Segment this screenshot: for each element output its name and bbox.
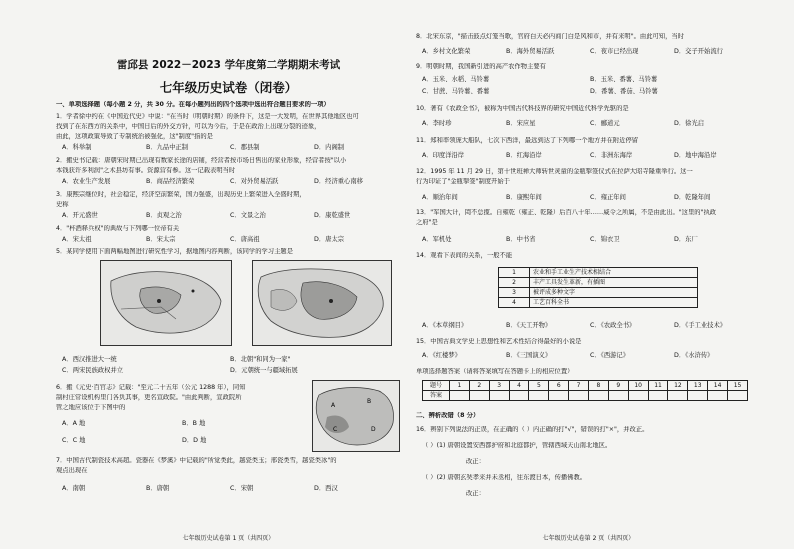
q2-options [62,178,397,186]
q7-option-a[interactable]: A．南朝 [62,485,86,492]
q15-option-b[interactable]: B．《三国演义》 [506,352,552,359]
q11-option-c[interactable]: C．非洲东海岸 [590,152,633,159]
answer-label-answer: 答案 [423,391,450,401]
q10-option-a[interactable]: A．李时珍 [422,120,452,127]
q5-map-left-graphic [101,261,231,345]
q4-option-a[interactable]: A．宋太祖 [62,236,92,243]
answer-cell-9[interactable] [608,391,628,401]
section-2-heading: 二、辨析改错（8 分） [416,412,480,419]
q10-option-d[interactable]: D．徐光启 [674,120,705,127]
answer-num-cell: 3 [489,381,509,391]
answer-instructions: 单项选择题答案（请将答案填写在答题卡上的相应位置） [416,368,574,375]
answer-num-cell: 1 [450,381,470,391]
q13-option-d[interactable]: D．东厂 [674,236,698,243]
q15-option-a[interactable]: A．《红楼梦》 [422,352,461,359]
q14-row [499,268,698,278]
q5-option-c[interactable]: C．两宋民族政权并立 [62,367,124,374]
svg-text:D: D [371,426,376,433]
q14-option-b[interactable]: B．《天工开物》 [506,322,552,329]
q16-statement-2: （ ）(2) 唐朝玄奘孝来并未丞相，往东渡日本，传播佛教。 [422,474,587,481]
q7-option-b[interactable]: B．唐朝 [146,485,170,492]
q1-line-1: 1．学者徐中约在《中国近代史》中说："在当时（明朝时期）的条件下，这是一大发明，在世界其他地区也可 [56,113,359,120]
exam-title: 雷邱县 2022－2023 学年度第二学期期末考试 [116,59,341,71]
answer-cell-11[interactable] [648,391,668,401]
q7-line-1: 7．中国古代制瓷技术高超。瓷器在《梦溪》中记载的"所觉类此，越瓷类玉；邢瓷类雪，越瓷类冰"的 [56,457,337,464]
q10-line: 10．著有《农政全书》，被称为中国古代科技界的研究中国近代科学先驱的是 [416,105,629,112]
q9-options-row-2 [422,88,757,96]
q12-option-c[interactable]: C．雍正年间 [590,194,626,201]
exam-subtitle: 七年级历史试卷（闭卷） [159,80,298,95]
q13-line-1: 13．"军国大计，罔不总揽。自雍乾（雍正、乾隆）后百八十年……威令之所属，不是由此出。"这里的"执政 [416,209,717,216]
page-2-footer: 七年级历史试卷第 2 页（共四页） [542,535,635,542]
svg-text:B: B [367,398,372,405]
answer-label-number: 题号 [423,381,450,391]
page-2 [416,0,761,549]
answer-num-cell: 14 [708,381,728,391]
q12-line-2: 行为印证了"金瓶掣签"制度开始于 [416,178,510,185]
q12-option-a[interactable]: A．顺治年间 [422,194,458,201]
q9-option-a[interactable]: A．玉米、水稻、马铃薯 [422,76,490,83]
answer-grid [422,380,748,401]
q10-option-b[interactable]: B．宋应星 [506,120,536,127]
q14-row [499,278,698,288]
q8-option-d[interactable]: D．交子开始流行 [674,48,723,55]
q14-line: 14．观看下表间的关系，一般不能 [416,252,513,259]
q15-option-c[interactable]: C．《西游记》 [590,352,630,359]
q7-line-2: 观点出现在 [56,467,88,474]
q12-option-b[interactable]: B．康熙年间 [506,194,542,201]
q3-line-1: 3．康熙宗继位时，社会稳定，经济空前繁荣，国力强盛，出现历史上繁荣进入全盛时期， [56,191,306,198]
q10-options [422,120,757,128]
q14-option-a[interactable]: A．《本草纲目》 [422,322,468,329]
answer-num-cell: 15 [728,381,748,391]
answer-number-row [423,381,748,391]
q3-option-a[interactable]: A．开元盛世 [62,212,98,219]
answer-cell-8[interactable] [589,391,609,401]
q7-option-c[interactable]: C．宋朝 [230,485,254,492]
q6-option-c[interactable]: C．C 地 [62,437,86,444]
q9-option-c[interactable]: C．甘蔗、马铃薯、番薯 [422,88,490,95]
q4-option-b[interactable]: B．宋太宗 [146,236,176,243]
q5-option-a[interactable]: A．西汉推进大一统 [62,356,117,363]
q13-option-b[interactable]: B．中书省 [506,236,536,243]
q2-line-2: 本钱获许多利润"之术县坊有事。资源营有参。这一记载表明当时 [56,167,236,174]
answer-num-cell: 11 [648,381,668,391]
answer-cell-2[interactable] [469,391,489,401]
q5-map-right [252,260,392,346]
answer-cell-4[interactable] [509,391,529,401]
q4-option-c[interactable]: C．唐高祖 [230,236,260,243]
q12-options [422,194,757,202]
q5-map-left [100,260,232,346]
q14-row-num: 4 [499,298,530,308]
q3-options [62,212,397,220]
q2-option-c[interactable]: C．对外贸易活跃 [230,178,279,185]
q6-line-3: 管之地应该位于下图中的 [56,404,126,411]
answer-num-cell: 13 [688,381,708,391]
q16-fix-label-1: 改正： [466,458,485,465]
q6-map [312,380,400,452]
q16-fix-label-2: 改正： [466,490,485,497]
q12-line-1: 12．1995 年 11 月 29 日，第十世班禅大师转世灵童的金瓶掣签仪式在拉萨大昭寺隆重举行。这一 [416,168,693,175]
q15-options [422,352,757,360]
q1-option-b[interactable]: B．九品中正制 [146,144,189,151]
answer-cell-10[interactable] [628,391,648,401]
q1-line-2: 找到了在东西方的关系中，中国日后的外交方针，可以为今后，于是在政治上出现分裂的迹象， [56,123,321,130]
svg-text:A: A [331,402,336,409]
q4-options [62,236,397,244]
q11-option-d[interactable]: D．地中海沿岸 [674,152,717,159]
q1-options [62,144,397,152]
q8-options [422,48,757,56]
section-1-heading: 一、单项选择题（每小题 2 分，共 30 分。在每小题列出的四个选项中选出符合题目要求的一项） [56,101,330,108]
q2-line-1: 2．搬史书记载：唐朝宋时期已出现有数家长途的店铺，经营者按市场日售出的家业形象，经营者按"以小 [56,157,347,164]
q5-options-row-2 [62,367,397,375]
q3-option-d[interactable]: D．康乾盛世 [314,212,351,219]
q9-option-b[interactable]: B．玉米、番薯、马铃薯 [590,76,658,83]
q13-line-2: 之府"是 [416,219,438,226]
q5-option-b[interactable]: B．北朝"和同为一家" [230,356,291,363]
q6-options-row-1 [62,420,302,428]
q7-options [62,485,397,493]
answer-cell-1[interactable] [450,391,470,401]
q9-option-d[interactable]: D．番薯、番茄、马铃薯 [590,88,658,95]
q14-options [422,322,757,330]
q14-row-num: 2 [499,278,530,288]
q3-option-b[interactable]: B．贞观之治 [146,212,182,219]
q16-statement-1: （ ）(1) 唐朝设置安西都护府和北庭都护，管辖西域天山南北地区。 [422,442,612,449]
answer-num-cell: 12 [668,381,688,391]
q13-option-c[interactable]: C．锦衣卫 [590,236,620,243]
answer-cell-12[interactable] [668,391,688,401]
answer-cell-14[interactable] [708,391,728,401]
q11-option-b[interactable]: B．红海沿岸 [506,152,542,159]
q6-map-graphic [313,381,399,451]
q13-options [422,236,757,244]
q11-line: 11．郑和率领庞大船队，七次下西洋，最远到达了下列哪一个地方并在附近停留 [416,137,639,144]
answer-cell-7[interactable] [569,391,589,401]
answer-cell-6[interactable] [549,391,569,401]
q16-line: 16．辨别下列说法的正误，在正确的（ ）内正确的打"√"，错误的打"×"，并改正。 [416,426,649,433]
svg-text:C: C [333,426,338,433]
q6-line-2: 制村庄常设机构里门各负其事，更名宣政院。"由此判断，宣政院所 [56,394,242,401]
q2-option-a[interactable]: A．农业生产发展 [62,178,111,185]
q6-line-1: 6．搬《元史·百官志》记载："至元二十五年（公元 1288 年），同知 [56,384,246,391]
q3-option-c[interactable]: C．文景之治 [230,212,266,219]
q1-option-c[interactable]: C．郡县制 [230,144,260,151]
q14-option-c[interactable]: C．《农政全书》 [590,322,636,329]
answer-num-cell: 7 [569,381,589,391]
q9-line: 9．明朝时期，我国新引进的高产农作物主要有 [416,63,546,70]
q8-option-b[interactable]: B．海外贸易活跃 [506,48,555,55]
q5-line: 5．某同学使用下面两幅地图进行研究性学习，据地图内容判断，该同学的学习主题是 [56,248,293,255]
q5-map-right-graphic [253,261,391,345]
q12-option-d[interactable]: D．乾隆年间 [674,194,711,201]
q15-line: 15．中国古典文学史上思想性和艺术性结合得最好的小说是 [416,338,582,345]
q7-option-d[interactable]: D．西汉 [314,485,338,492]
q14-clue-table [498,267,698,308]
q10-option-c[interactable]: C．郦道元 [590,120,620,127]
q8-option-a[interactable]: A．乡村文化繁荣 [422,48,471,55]
q4-line: 4．"杯酒释兵权"的典故与下列哪一位帝有关 [56,225,180,232]
q11-options [422,152,757,160]
q15-option-d[interactable]: D．《水浒传》 [674,352,714,359]
page-1 [56,0,401,549]
answer-num-cell: 8 [589,381,609,391]
q6-option-b[interactable]: B．B 地 [182,420,206,427]
q6-option-d[interactable]: D．D 地 [182,437,207,444]
q14-row [499,288,698,298]
q14-row-text: 工艺百科全书 [530,298,698,308]
answer-cell-3[interactable] [489,391,509,401]
q5-options-row-1 [62,356,397,364]
q14-row-text: 农业和手工业生产技术相结合 [530,268,698,278]
q14-row-num: 1 [499,268,530,278]
q8-line: 8．北宋东京，"描击鼓点灯笼当歌，官府白天必内商门白是风和市，并有来明"。由此可知，当时 [416,33,684,40]
answer-num-cell: 10 [628,381,648,391]
q1-option-a[interactable]: A．科举制 [62,144,92,151]
q13-option-a[interactable]: A．军机处 [422,236,452,243]
q1-option-d[interactable]: D．内阁制 [314,144,345,151]
answer-num-cell: 2 [469,381,489,391]
page-1-footer: 七年级历史试卷第 1 页（共四页） [182,535,275,542]
q2-option-b[interactable]: B．商品经济繁荣 [146,178,195,185]
q1-line-3: 由此，这项政策导致了专制统治被强化，这"制度"指的是 [56,133,213,140]
q14-option-d[interactable]: D．《手工业技术》 [674,322,727,329]
q3-line-2: 史称 [56,201,69,208]
q2-option-d[interactable]: D．经济重心南移 [314,178,363,185]
answer-num-cell: 5 [529,381,549,391]
answer-num-cell: 9 [608,381,628,391]
answer-cell-15[interactable] [728,391,748,401]
q5-option-d[interactable]: D．元朝统一与疆域拓展 [230,367,298,374]
answer-cell-5[interactable] [529,391,549,401]
answer-cell-13[interactable] [688,391,708,401]
q9-options-row-1 [422,76,757,84]
q4-option-d[interactable]: D．唐太宗 [314,236,345,243]
q14-row-text: 丰产工具发生革新，有插图 [530,278,698,288]
q14-row-text: 被评成多种文字 [530,288,698,298]
q14-row-num: 3 [499,288,530,298]
q8-option-c[interactable]: C．夜市已经出现 [590,48,639,55]
q6-options-row-2 [62,437,302,445]
answer-entry-row [423,391,748,401]
q6-option-a[interactable]: A．A 地 [62,420,86,427]
q11-option-a[interactable]: A．印度洋沿岸 [422,152,465,159]
q14-row [499,298,698,308]
answer-num-cell: 6 [549,381,569,391]
answer-num-cell: 4 [509,381,529,391]
